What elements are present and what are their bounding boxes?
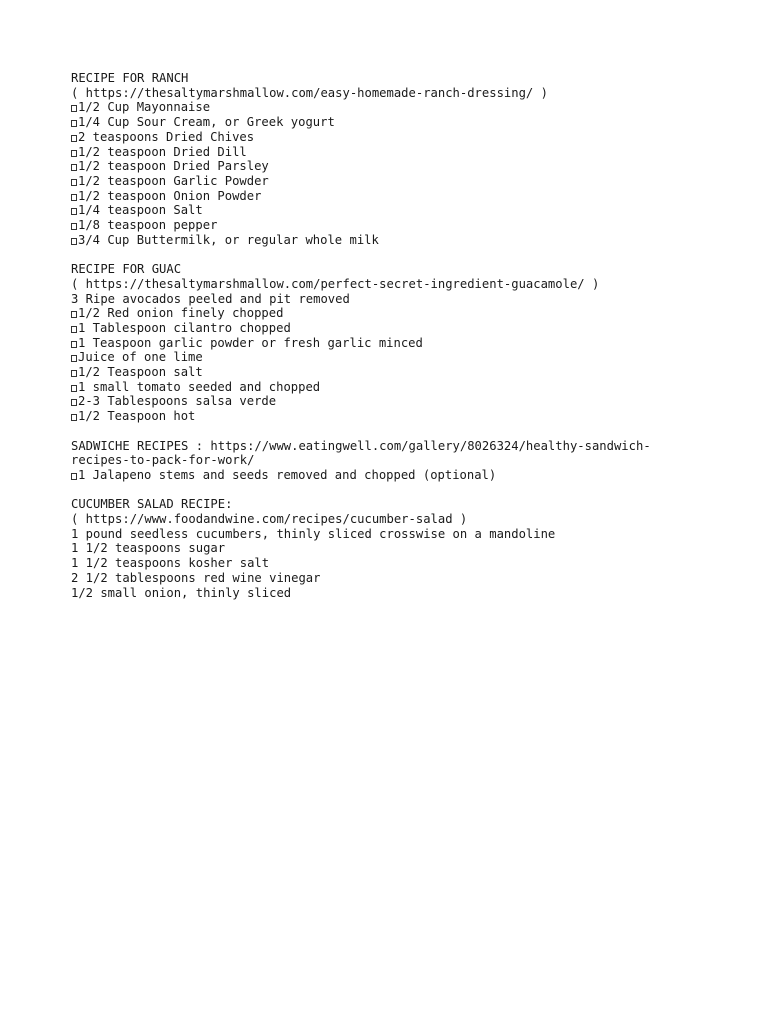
ranch-item: 1/2 teaspoon Onion Powder <box>71 189 731 204</box>
ranch-item: 1/8 teaspoon pepper <box>71 218 731 233</box>
cucumber-line: 1 pound seedless cucumbers, thinly sliced crosswise on a mandoline <box>71 526 556 541</box>
ranch-item: 1/2 teaspoon Dried Parsley <box>71 159 731 174</box>
ranch-title: RECIPE FOR RANCH <box>71 71 189 85</box>
checkbox-icon <box>71 355 77 362</box>
checkbox-icon <box>71 311 77 318</box>
cucumber-line: 2 1/2 tablespoons red wine vinegar <box>71 570 321 585</box>
checkbox-icon <box>71 194 77 201</box>
checkbox-icon <box>71 179 77 186</box>
ranch-item: 3/4 Cup Buttermilk, or regular whole milk <box>71 233 731 248</box>
checkbox-icon <box>71 473 77 480</box>
checkbox-icon <box>71 120 77 127</box>
sandwich-title: SADWICHE RECIPES : https://www.eatingwell.com/gallery/8026324/healthy-sandwich- <box>71 438 651 453</box>
cucumber-source: ( https://www.foodandwine.com/recipes/cucumber-salad ) <box>71 512 468 527</box>
cucumber-title: CUCUMBER SALAD RECIPE: <box>71 497 233 512</box>
guac-item: 1 Teaspoon garlic powder or fresh garlic minced <box>71 336 731 351</box>
checkbox-icon <box>71 208 77 215</box>
checkbox-icon <box>71 399 77 406</box>
guac-item: 1 Tablespoon cilantro chopped <box>71 321 731 336</box>
ranch-item: 1/2 teaspoon Garlic Powder <box>71 174 731 189</box>
guac-item: 1/2 Teaspoon hot <box>71 409 731 424</box>
guac-item: Juice of one lime <box>71 350 731 365</box>
checkbox-icon <box>71 105 77 112</box>
ranch-item: 1/2 Cup Mayonnaise <box>71 100 731 115</box>
checkbox-icon <box>71 385 77 392</box>
guac-item: 3 Ripe avocados peeled and pit removed <box>71 291 350 306</box>
ranch-item: 2 teaspoons Dried Chives <box>71 130 731 145</box>
ranch-item: 1/2 teaspoon Dried Dill <box>71 145 731 160</box>
checkbox-icon <box>71 150 77 157</box>
ranch-item: 1/4 Cup Sour Cream, or Greek yogurt <box>71 115 731 130</box>
ranch-item: 1/4 teaspoon Salt <box>71 203 731 218</box>
cucumber-line: 1 1/2 teaspoons kosher salt <box>71 556 270 571</box>
ranch-section <box>71 71 731 247</box>
checkbox-icon <box>71 164 77 171</box>
document-page <box>71 71 731 615</box>
guac-item: 1 small tomato seeded and chopped <box>71 380 731 395</box>
checkbox-icon <box>71 414 77 421</box>
cucumber-line: 1 1/2 teaspoons sugar <box>71 541 226 556</box>
guac-source: ( https://thesaltymarshmallow.com/perfect-secret-ingredient-guacamole/ ) <box>71 276 600 291</box>
guac-title: RECIPE FOR GUAC <box>71 262 182 277</box>
guac-item: 1/2 Teaspoon salt <box>71 365 731 380</box>
ranch-source: ( https://thesaltymarshmallow.com/easy-homemade-ranch-dressing/ ) <box>71 85 548 100</box>
sandwich-section <box>71 439 731 483</box>
checkbox-icon <box>71 370 77 377</box>
guac-item: 2-3 Tablespoons salsa verde <box>71 394 731 409</box>
checkbox-icon <box>71 341 77 348</box>
checkbox-icon <box>71 135 77 142</box>
checkbox-icon <box>71 326 77 333</box>
checkbox-icon <box>71 223 77 230</box>
cucumber-section <box>71 497 731 600</box>
checkbox-icon <box>71 238 77 245</box>
sandwich-title-cont: recipes-to-pack-for-work/ <box>71 453 255 468</box>
guac-item: 1/2 Red onion finely chopped <box>71 306 731 321</box>
guac-section <box>71 262 731 424</box>
cucumber-line: 1/2 small onion, thinly sliced <box>71 585 292 600</box>
sandwich-item: 1 Jalapeno stems and seeds removed and chopped (optional) <box>71 468 731 483</box>
